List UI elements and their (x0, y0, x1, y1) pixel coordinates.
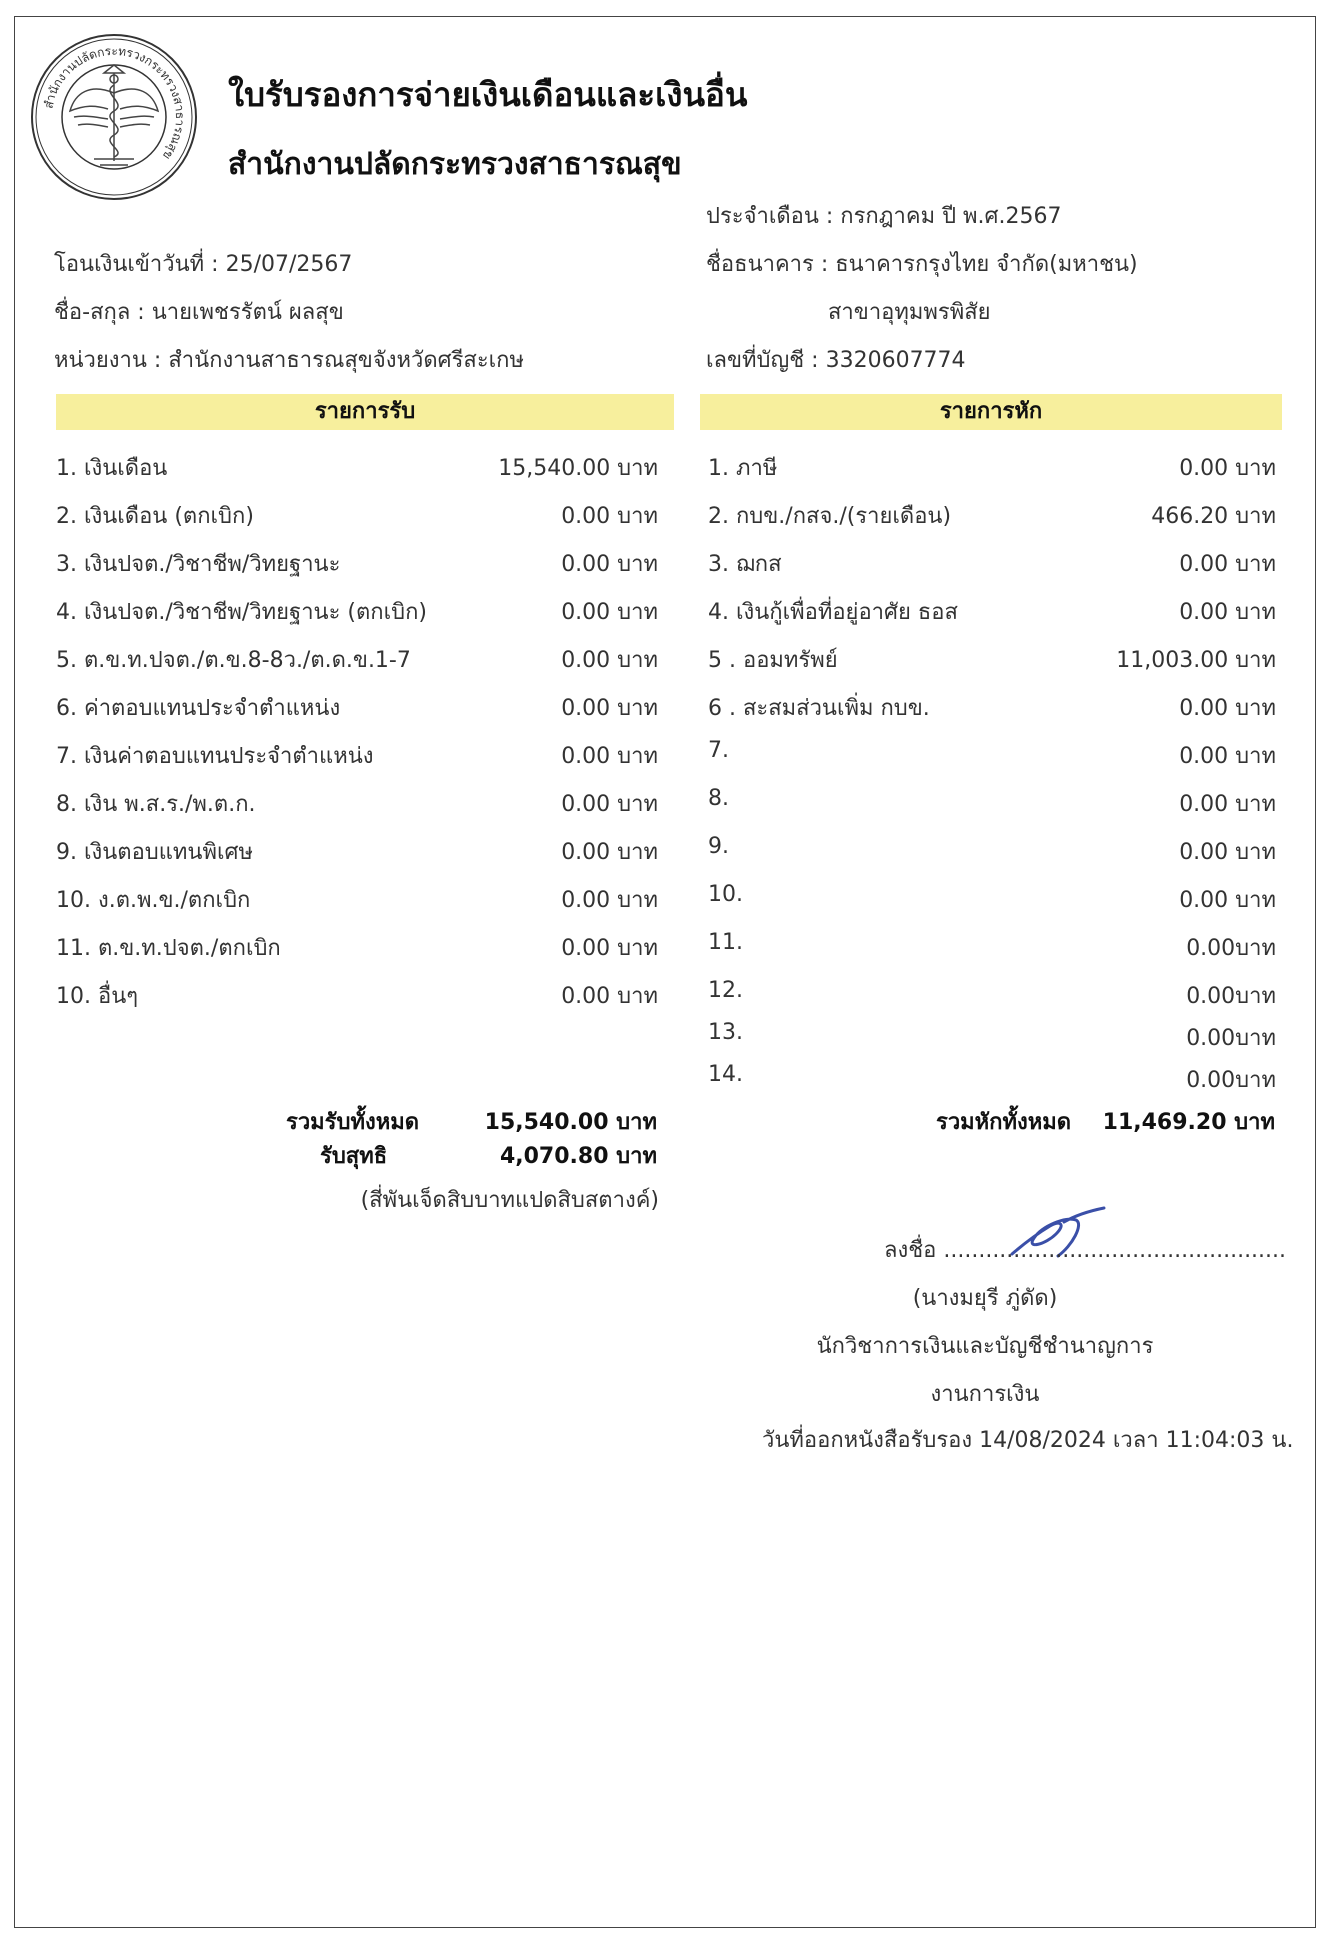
signature-line: ลงชื่อ ................................................. (884, 1238, 1287, 1263)
income-item-amount: 0.00 บาท (561, 600, 658, 625)
net-pay-words: (สี่พันเจ็ดสิบบาทแปดสิบสตางค์) (360, 1188, 659, 1213)
document-subtitle: สำนักงานปลัดกระทรวงสาธารณสุข (228, 147, 682, 182)
income-total-label: รวมรับทั้งหมด (286, 1110, 419, 1135)
deduction-item-amount: 0.00 บาท (1179, 840, 1276, 865)
signer-position: นักวิชาการเงินและบัญชีชำนาญการ (816, 1334, 1154, 1359)
income-item-amount: 0.00 บาท (561, 888, 658, 913)
income-item-row (56, 450, 658, 490)
income-total-amount: 15,540.00 บาท (484, 1110, 657, 1135)
deduction-item-row (708, 930, 1276, 970)
income-item-amount: 0.00 บาท (561, 936, 658, 961)
deduction-item-amount: 0.00 บาท (1179, 744, 1276, 769)
deduction-item-label: 8. (708, 786, 729, 811)
income-item-label: 10. ง.ต.พ.ข./ตกเบิก (56, 888, 251, 913)
deduction-item-amount: 0.00บาท (1186, 936, 1276, 961)
deduction-item-row (708, 690, 1276, 730)
income-item-label: 9. เงินตอบแทนพิเศษ (56, 840, 253, 865)
work-unit: หน่วยงาน : สำนักงานสาธารณสุขจังหวัดศรีสะเกษ (54, 348, 524, 373)
deduction-item-label: 6 . สะสมส่วนเพิ่ม กบข. (708, 696, 930, 721)
deduction-item-label: 10. (708, 882, 743, 907)
income-item-row (56, 882, 658, 922)
deduction-item-row (708, 642, 1276, 682)
deduction-item-row (708, 1062, 1276, 1102)
deduction-item-row (708, 738, 1276, 778)
income-item-row (56, 834, 658, 874)
deduction-item-amount: 0.00 บาท (1179, 792, 1276, 817)
income-item-row (56, 642, 658, 682)
income-item-label: 7. เงินค่าตอบแทนประจำตำแหน่ง (56, 744, 374, 769)
income-item-row (56, 498, 658, 538)
income-header: รายการรับ (56, 394, 674, 430)
income-item-row (56, 594, 658, 634)
income-item-amount: 0.00 บาท (561, 840, 658, 865)
income-item-label: 3. เงินปจต./วิชาชีพ/วิทยฐานะ (56, 552, 341, 577)
deduction-item-amount: 466.20 บาท (1151, 504, 1276, 529)
deduction-item-row (708, 450, 1276, 490)
income-item-amount: 0.00 บาท (561, 504, 658, 529)
deduction-item-amount: 0.00บาท (1186, 1026, 1276, 1051)
income-item-row (56, 978, 658, 1018)
deduction-item-amount: 11,003.00 บาท (1116, 648, 1276, 673)
income-item-amount: 15,540.00 บาท (498, 456, 658, 481)
pay-month: ประจำเดือน : กรกฎาคม ปี พ.ศ.2567 (706, 204, 1062, 229)
income-item-label: 4. เงินปจต./วิชาชีพ/วิทยฐานะ (ตกเบิก) (56, 600, 427, 625)
issue-datetime: วันที่ออกหนังสือรับรอง 14/08/2024 เวลา 11:04:03 น. (762, 1428, 1294, 1453)
deduction-item-amount: 0.00 บาท (1179, 552, 1276, 577)
income-item-amount: 0.00 บาท (561, 744, 658, 769)
income-item-label: 1. เงินเดือน (56, 456, 168, 481)
transfer-date: โอนเงินเข้าวันที่ : 25/07/2567 (54, 252, 353, 277)
income-item-label: 10. อื่นๆ (56, 984, 139, 1009)
bank-name: ชื่อธนาคาร : ธนาคารกรุงไทย จำกัด(มหาชน) (706, 252, 1138, 277)
signer-name: (นางมยุรี ภู่ดัด) (912, 1286, 1058, 1311)
deduction-total-amount: 11,469.20 บาท (1102, 1110, 1275, 1135)
deduction-item-row (708, 834, 1276, 874)
deduction-item-label: 4. เงินกู้เพื่อที่อยู่อาศัย ธอส (708, 600, 958, 625)
deduction-item-row (708, 546, 1276, 586)
deduction-item-row (708, 1020, 1276, 1060)
account-number: เลขที่บัญชี : 3320607774 (706, 348, 966, 373)
deduction-item-amount: 0.00 บาท (1179, 888, 1276, 913)
deduction-item-label: 11. (708, 930, 743, 955)
income-item-label: 8. เงิน พ.ส.ร./พ.ต.ก. (56, 792, 256, 817)
income-item-row (56, 930, 658, 970)
deduction-item-amount: 0.00 บาท (1179, 696, 1276, 721)
employee-name: ชื่อ-สกุล : นายเพชรรัตน์ ผลสุข (54, 300, 344, 325)
deduction-item-label: 5 . ออมทรัพย์ (708, 648, 838, 673)
income-item-label: 5. ต.ข.ท.ปจต./ต.ข.8-8ว./ต.ด.ข.1-7 (56, 648, 411, 673)
deduction-item-label: 2. กบข./กสจ./(รายเดือน) (708, 504, 952, 529)
deduction-item-row (708, 786, 1276, 826)
net-pay-label: รับสุทธิ (320, 1144, 388, 1169)
bank-branch: สาขาอุทุมพรพิสัย (828, 300, 991, 325)
income-item-amount: 0.00 บาท (561, 552, 658, 577)
deduction-item-label: 14. (708, 1062, 743, 1087)
deduction-item-amount: 0.00 บาท (1179, 456, 1276, 481)
document-title: ใบรับรองการจ่ายเงินเดือนและเงินอื่น (228, 75, 748, 114)
deduction-item-row (708, 882, 1276, 922)
income-item-label: 2. เงินเดือน (ตกเบิก) (56, 504, 254, 529)
income-item-amount: 0.00 บาท (561, 984, 658, 1009)
deduction-item-label: 7. (708, 738, 729, 763)
deduction-item-row (708, 594, 1276, 634)
income-item-row (56, 786, 658, 826)
ministry-seal-icon (30, 33, 198, 201)
deduction-item-amount: 0.00 บาท (1179, 600, 1276, 625)
income-item-amount: 0.00 บาท (561, 696, 658, 721)
income-item-amount: 0.00 บาท (561, 792, 658, 817)
deduction-item-amount: 0.00บาท (1186, 1068, 1276, 1093)
deduction-item-label: 9. (708, 834, 729, 859)
seal-text: สำนักงานปลัดกระทรวงกระทรวงสาธารณสุข (41, 43, 188, 163)
deduction-total-label: รวมหักทั้งหมด (936, 1110, 1072, 1135)
net-pay-amount: 4,070.80 บาท (499, 1144, 657, 1169)
deduction-item-label: 12. (708, 978, 743, 1003)
income-item-label: 11. ต.ข.ท.ปจต./ตกเบิก (56, 936, 281, 961)
income-item-amount: 0.00 บาท (561, 648, 658, 673)
income-item-row (56, 738, 658, 778)
deduction-item-amount: 0.00บาท (1186, 984, 1276, 1009)
deduction-item-label: 1. ภาษี (708, 456, 778, 481)
income-item-row (56, 690, 658, 730)
signer-department: งานการเงิน (930, 1382, 1040, 1407)
deduction-item-label: 13. (708, 1020, 743, 1045)
deduction-header: รายการหัก (700, 394, 1282, 430)
deduction-item-row (708, 978, 1276, 1018)
deduction-item-row (708, 498, 1276, 538)
deduction-item-label: 3. ฌกส (708, 552, 782, 577)
income-item-row (56, 546, 658, 586)
income-item-label: 6. ค่าตอบแทนประจำตำแหน่ง (56, 696, 341, 721)
